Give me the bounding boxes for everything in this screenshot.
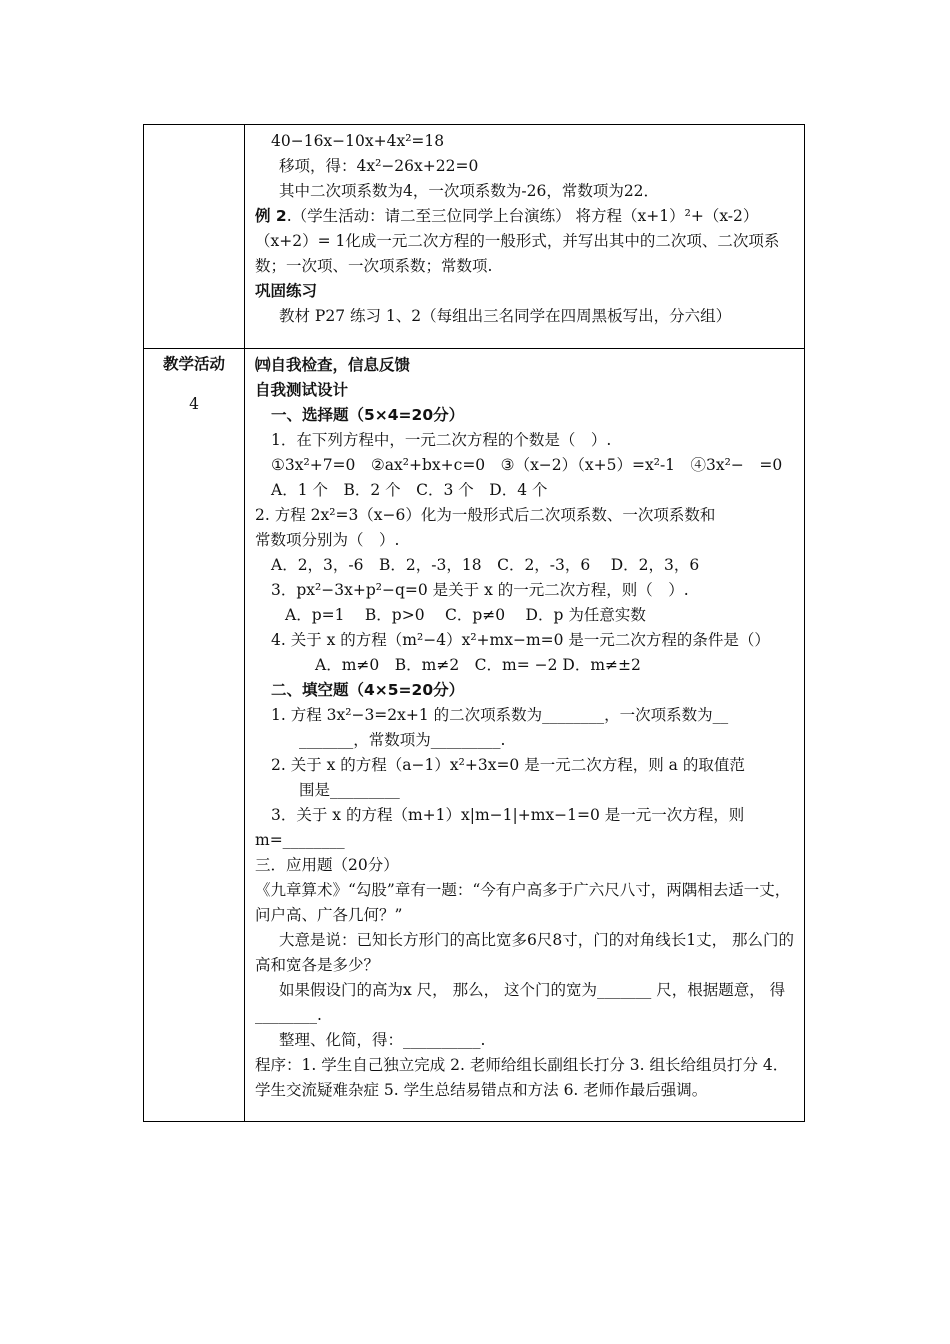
application-paragraph: 如果假设门的高为x 尺， 那么， 这个门的宽为_______ 尺，根据题意， 得________.: [255, 981, 786, 1025]
application-paragraph: 整理、化简，得：__________.: [279, 1031, 486, 1050]
fill-2-cont: 围是_________: [299, 781, 400, 800]
question-4: 4. 关于 x 的方程（m²−4）x²+mx−m=0 是一元二次方程的条件是（）: [271, 631, 770, 650]
fill-1-cont: _______，常数项为_________.: [299, 731, 506, 750]
example-2-label: 例 2: [255, 207, 287, 225]
table-row: [144, 125, 805, 349]
activity-label: 教学活动: [162, 355, 225, 374]
consolidate-title: 巩固练习: [255, 282, 318, 300]
side-cell: [144, 349, 245, 1122]
application-paragraph: 大意是说：已知长方形门的高比宽多6尺8寸，门的对角线长1丈， 那么门的高和宽各是多少？: [255, 931, 795, 975]
question-4-choices: A．m≠0 B．m≠2 C．m= −2 D．m≠±2: [315, 656, 641, 675]
side-cell-empty: [144, 125, 245, 349]
fill-section-title: 二、填空题（4×5=20分）: [271, 681, 465, 700]
procedure-text: 程序：1. 学生自己独立完成 2. 老师给组长副组长打分 3. 组长给组员打分 4．学生交流疑难杂症 5. 学生总结易错点和方法 6. 老师作最后强调。: [255, 1056, 789, 1100]
coefficient-line: 其中二次项系数为4，一次项系数为-26，常数项为22．: [279, 182, 660, 200]
question-2: 2. 方程 2x²=3（x−6）化为一般形式后二次项系数、一次项系数和: [255, 506, 716, 525]
question-1: 1．在下列方程中，一元二次方程的个数是（ ）.: [271, 431, 612, 450]
equation-line: 40−16x−10x+4x²=18: [271, 132, 445, 150]
section-heading: ㈣自我检查，信息反馈: [255, 356, 411, 375]
table-row: [144, 349, 805, 1122]
content-cell-top: [245, 125, 805, 349]
consolidate-text: 教材 P27 练习 1、2（每组出三名同学在四周黑板写出，分六组）: [279, 307, 732, 325]
fill-3-cont: m=________: [255, 831, 345, 850]
question-2-cont: 常数项分别为（ ）.: [255, 531, 400, 550]
lesson-table: [143, 124, 805, 1122]
question-3-choices: A．p=1 B．p>0 C．p≠0 D．p 为任意实数: [285, 606, 646, 625]
example-2: [255, 204, 796, 279]
fill-1: 1. 方程 3x²−3=2x+1 的二次项系数为________，一次项系数为__: [271, 706, 729, 725]
activity-number: 4: [189, 395, 199, 414]
fill-3: 3．关于 x 的方程（m+1）x|m−1|+mx−1=0 是一元一次方程，则: [271, 806, 745, 825]
choice-section-title: 一、选择题（5×4=20分）: [271, 406, 465, 425]
fill-2: 2. 关于 x 的方程（a−1）x²+3x=0 是一元二次方程，则 a 的取值范: [271, 756, 745, 775]
question-3: 3．px²−3x+p²−q=0 是关于 x 的一元二次方程，则（ ）.: [271, 581, 689, 600]
question-1-options: ①3x²+7=0 ②ax²+bx+c=0 ③（x−2）（x+5）=x²-1 ④3x²− =0: [271, 456, 783, 475]
question-2-choices: A．2，3，-6 B．2，-3，18 C．2，-3，6 D．2，3，6: [271, 556, 700, 575]
question-1-choices: A．1 个 B．2 个 C．3 个 D．4 个: [271, 481, 548, 500]
section-subheading: 自我测试设计: [255, 381, 349, 400]
application-section-title: 三．应用题（20分）: [255, 856, 399, 875]
application-paragraph: 《九章算术》“勾股”章有一题：“今有户高多于广六尺八寸，两隅相去适一丈，问户高、广各几何？”: [255, 881, 791, 925]
equation-line: 移项，得：4x²−26x+22=0: [279, 157, 479, 175]
content-cell-main: [245, 349, 805, 1122]
example-2-text: .（学生活动：请二至三位同学上台演练） 将方程（x+1）²+（x-2）（x+2）= 1化成一元二次方程的一般形式，并写出其中的二次项、二次项系数；一次项、一次项系数；常数项.: [255, 207, 780, 275]
